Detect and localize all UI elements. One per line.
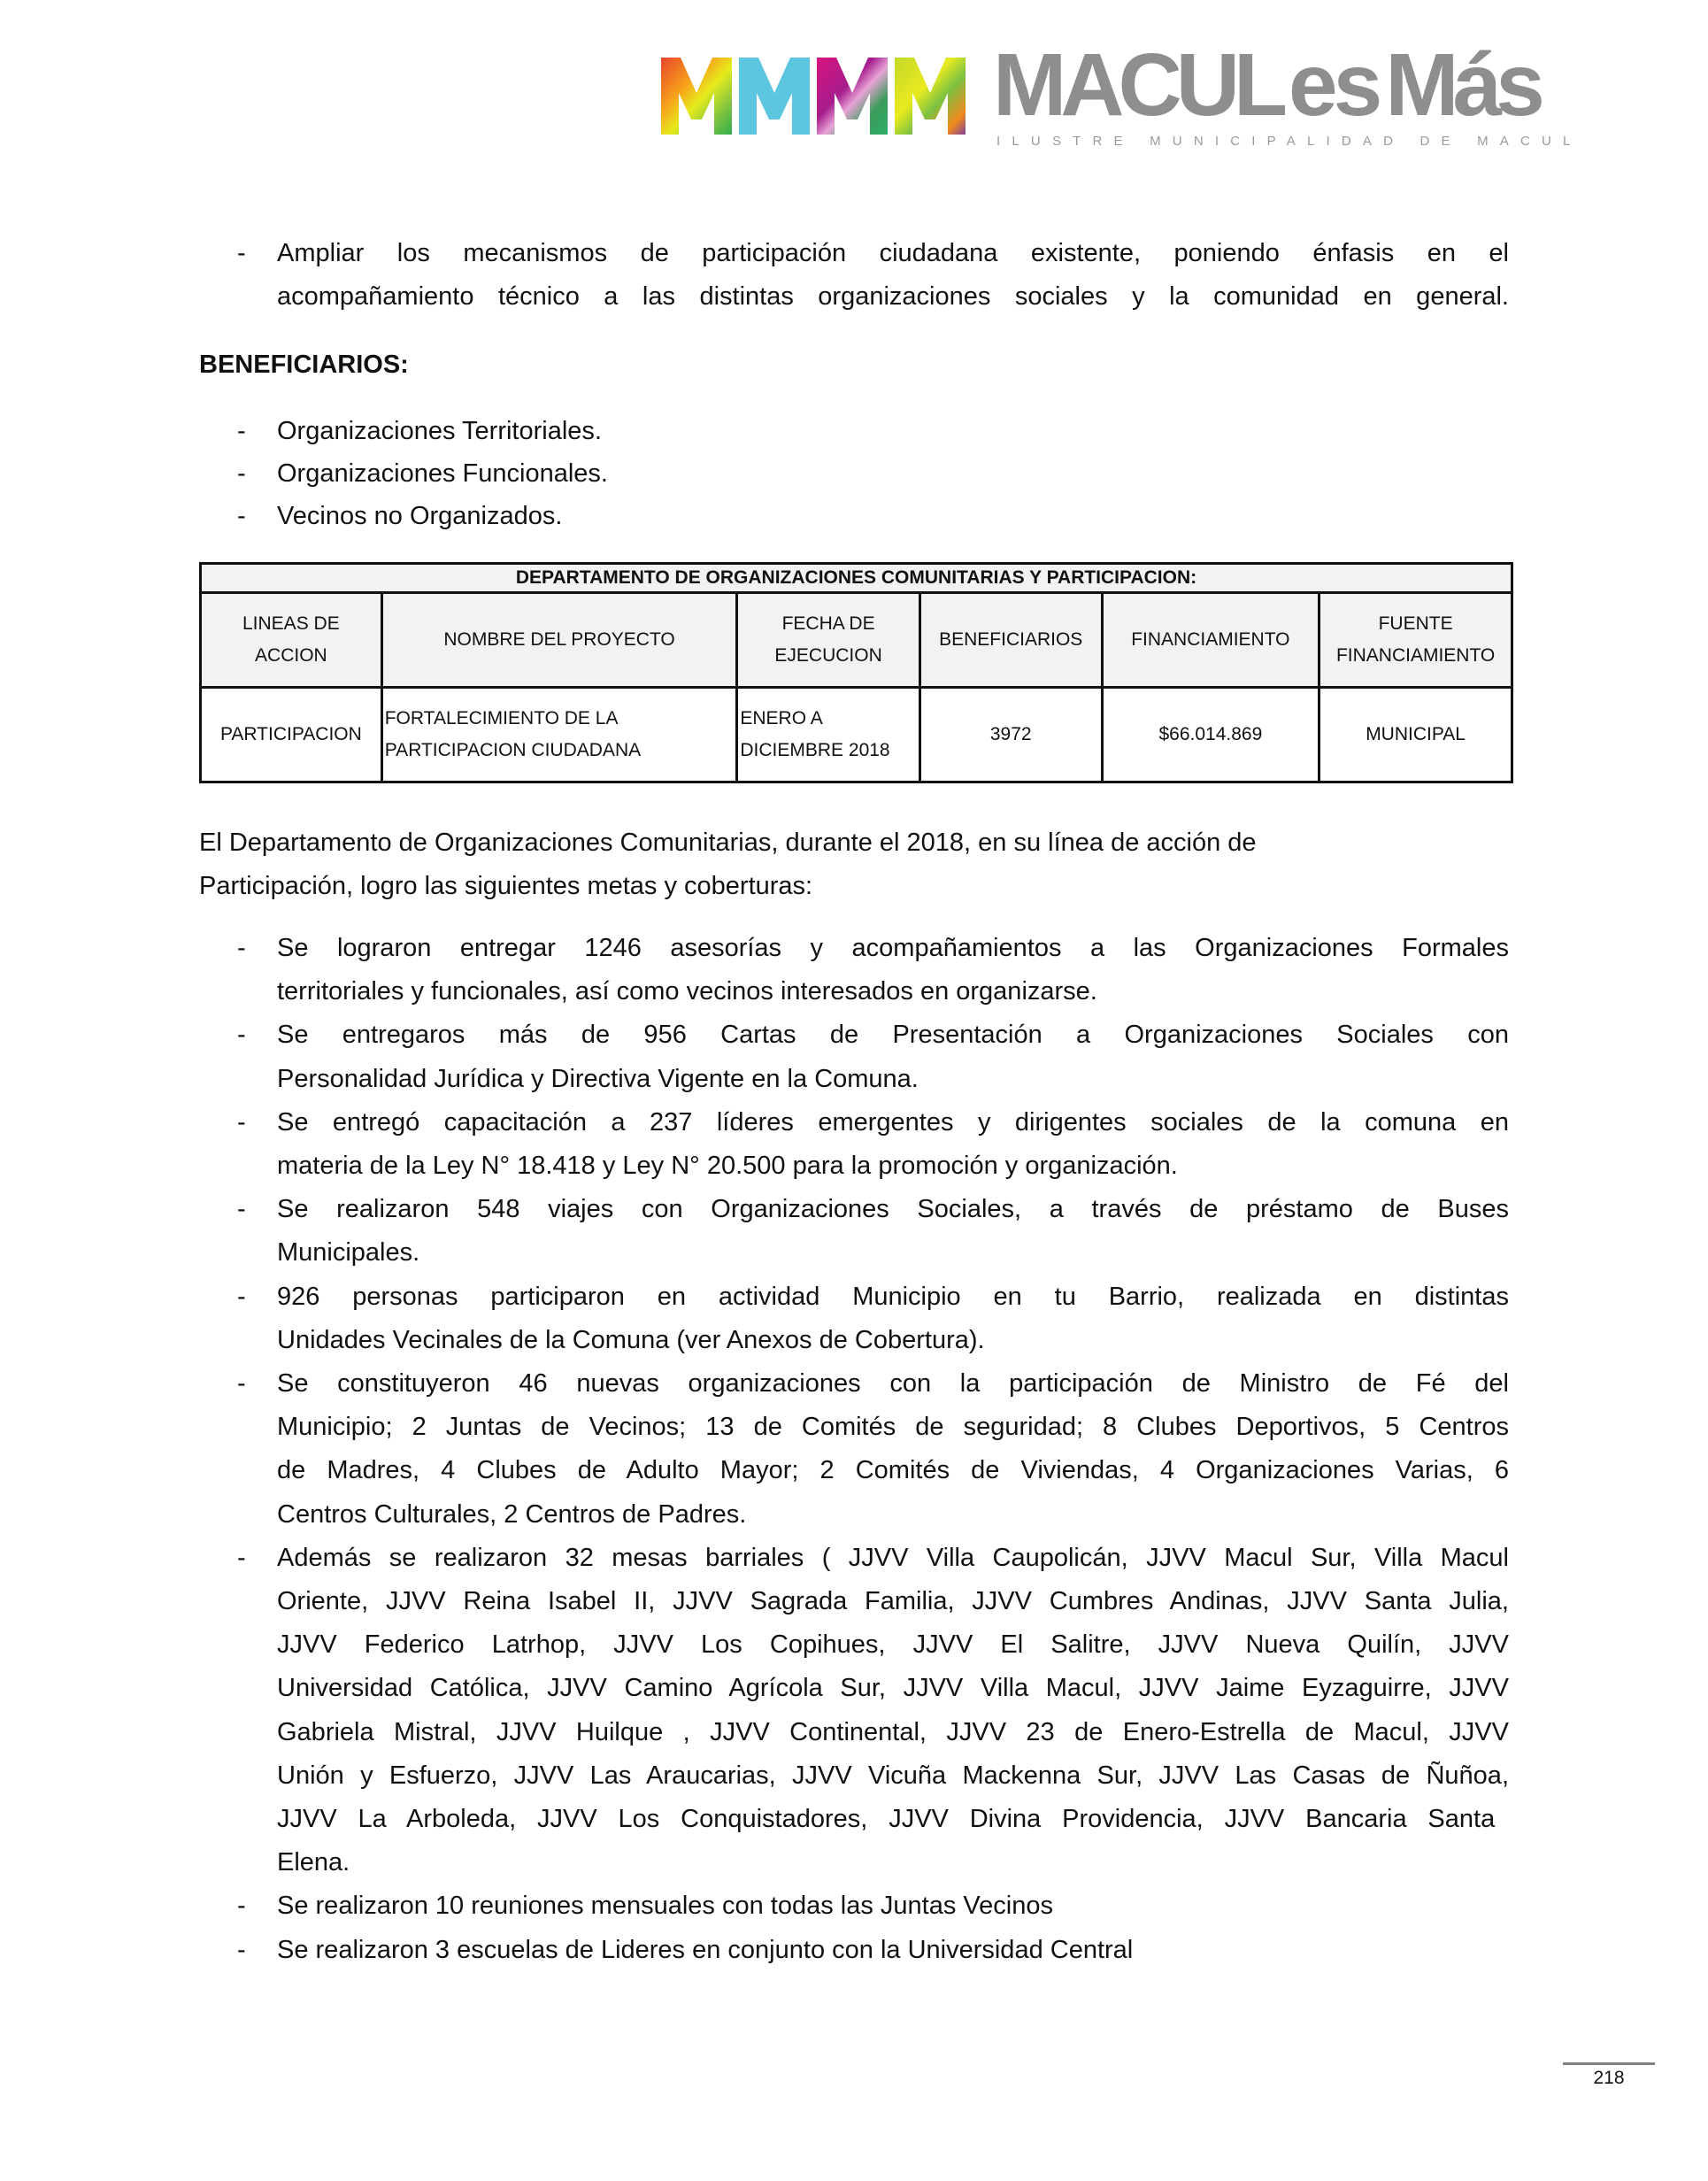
logo-subtitle: ILUSTRE MUNICIPALIDAD DE MACUL bbox=[996, 134, 1582, 149]
cell-financiamiento: $66.014.869 bbox=[1102, 688, 1319, 782]
achievement-line: Oriente, JJVV Reina Isabel II, JJVV Sagrada Familia, JJVV Cumbres Andinas, JJVV Santa Julia, bbox=[277, 1587, 1509, 1615]
bullet-dash: - bbox=[237, 1369, 246, 1398]
header-text: NOMBRE DEL PROYECTO bbox=[443, 629, 675, 650]
achievement-line: Gabriela Mistral, JJVV Huilque , JJVV Continental, JJVV 23 de Enero-Estrella de Macul, JJVV bbox=[277, 1718, 1509, 1746]
bullet-dash: - bbox=[237, 1892, 246, 1920]
header-text: EJECUCION bbox=[774, 645, 882, 666]
achievement-line: Se entregó capacitación a 237 líderes emergentes y dirigentes sociales de la comuna en bbox=[277, 1108, 1509, 1137]
achievement-line: Universidad Católica, JJVV Camino Agrícola Sur, JJVV Villa Macul, JJVV Jaime Eyzaguirre, JJVV bbox=[277, 1674, 1509, 1702]
column-header-beneficiarios bbox=[919, 593, 1102, 688]
bullet-dash: - bbox=[237, 459, 246, 488]
achievement-line: 926 personas participaron en actividad Municipio en tu Barrio, realizada en distintas bbox=[277, 1283, 1509, 1311]
header-text: FINANCIAMIENTO bbox=[1131, 629, 1290, 650]
achievement-line: Municipales. bbox=[277, 1238, 420, 1267]
achievement-line: Personalidad Jurídica y Directiva Vigente en la Comuna. bbox=[277, 1065, 919, 1093]
cell-text: DICIEMBRE 2018 bbox=[740, 740, 890, 760]
achievement-line: Se realizaron 3 escuelas de Lideres en conjunto con la Universidad Central bbox=[277, 1936, 1134, 1964]
bullet-dash: - bbox=[237, 1021, 246, 1049]
beneficiarios-heading: BENEFICIARIOS: bbox=[199, 351, 409, 379]
cell-text: PARTICIPACION CIUDADANA bbox=[384, 740, 642, 760]
column-header-fecha bbox=[737, 593, 919, 688]
achievement-line: Se lograron entregar 1246 asesorías y acompañamientos a las Organizaciones Formales bbox=[277, 934, 1509, 962]
table-title-row bbox=[201, 564, 1512, 593]
cell-proyecto bbox=[381, 688, 737, 782]
cell-fecha bbox=[737, 688, 919, 782]
table-header-row bbox=[201, 593, 1512, 688]
bullet-dash: - bbox=[237, 1195, 246, 1223]
cell-beneficiarios: 3972 bbox=[919, 688, 1102, 782]
page-number: 218 bbox=[1593, 2068, 1625, 2088]
logo-word-mas: Más bbox=[1385, 35, 1539, 135]
achievement-line: Unidades Vecinales de la Comuna (ver Anexos de Cobertura). bbox=[277, 1326, 985, 1354]
achievement-line: materia de la Ley N° 18.418 y Ley N° 20.500 para la promoción y organización. bbox=[277, 1152, 1178, 1180]
intro-line-2: acompañamiento técnico a las distintas organizaciones sociales y la comunidad en general. bbox=[277, 282, 1509, 311]
achievement-line: Se realizaron 548 viajes con Organizaciones Sociales, a través de préstamo de Buses bbox=[277, 1195, 1509, 1223]
table-row bbox=[201, 688, 1512, 782]
beneficiario-item: Organizaciones Funcionales. bbox=[277, 459, 608, 488]
logo-m-2 bbox=[739, 58, 810, 135]
cell-fuente: MUNICIPAL bbox=[1319, 688, 1512, 782]
cell-text: FORTALECIMIENTO DE LA bbox=[384, 708, 619, 728]
logo-mark bbox=[661, 58, 967, 135]
bullet-dash: - bbox=[237, 1544, 246, 1572]
column-header-fuente bbox=[1319, 593, 1512, 688]
summary-line-2: Participación, logro las siguientes metas y coberturas: bbox=[199, 872, 813, 900]
column-header-financiamiento bbox=[1102, 593, 1319, 688]
header-text: LINEAS DE bbox=[242, 613, 340, 634]
logo-word-es: es bbox=[1289, 35, 1379, 135]
column-header-lineas bbox=[201, 593, 382, 688]
achievement-line: de Madres, 4 Clubes de Adulto Mayor; 2 Comités de Viviendas, 4 Organizaciones Varias, 6 bbox=[277, 1456, 1509, 1484]
achievement-line: JJVV Federico Latrhop, JJVV Los Copihues, JJVV El Salitre, JJVV Nueva Quilín, JJVV bbox=[277, 1630, 1509, 1659]
logo-m-3 bbox=[817, 58, 888, 135]
achievement-line: Unión y Esfuerzo, JJVV Las Araucarias, JJVV Vicuña Mackenna Sur, JJVV Las Casas de Ñuñoa, bbox=[277, 1761, 1509, 1790]
bullet-dash: - bbox=[237, 1283, 246, 1311]
achievement-line: Se entregaros más de 956 Cartas de Presentación a Organizaciones Sociales con bbox=[277, 1021, 1509, 1049]
achievement-line: Municipio; 2 Juntas de Vecinos; 13 de Comités de seguridad; 8 Clubes Deportivos, 5 Centros bbox=[277, 1413, 1509, 1441]
logo-wordmark bbox=[993, 35, 1539, 135]
header-text: BENEFICIARIOS bbox=[939, 629, 1083, 650]
bullet-dash: - bbox=[237, 502, 246, 530]
header-text: FECHA DE bbox=[781, 613, 875, 634]
cell-linea: PARTICIPACION bbox=[201, 688, 382, 782]
summary-line-1: El Departamento de Organizaciones Comunitarias, durante el 2018, en su línea de acción de bbox=[199, 828, 1257, 857]
header-text: ACCION bbox=[255, 645, 327, 666]
bullet-dash: - bbox=[237, 934, 246, 962]
achievement-line: Se realizaron 10 reuniones mensuales con todas las Juntas Vecinos bbox=[277, 1892, 1053, 1920]
beneficiario-item: Vecinos no Organizados. bbox=[277, 502, 563, 530]
logo-m-4 bbox=[895, 58, 966, 135]
page-number-rule bbox=[1563, 2062, 1655, 2065]
table-title: DEPARTAMENTO DE ORGANIZACIONES COMUNITARIAS Y PARTICIPACION: bbox=[201, 564, 1512, 593]
logo-m-1 bbox=[661, 58, 732, 135]
bullet-dash: - bbox=[237, 239, 246, 267]
achievement-line: Centros Culturales, 2 Centros de Padres. bbox=[277, 1500, 747, 1529]
achievement-line: Además se realizaron 32 mesas barriales ( JJVV Villa Caupolicán, JJVV Macul Sur, Villa Macul bbox=[277, 1544, 1509, 1572]
achievement-line: Se constituyeron 46 nuevas organizaciones con la participación de Ministro de Fé del bbox=[277, 1369, 1509, 1398]
achievement-line: Elena. bbox=[277, 1848, 350, 1877]
column-header-nombre bbox=[381, 593, 737, 688]
achievement-line: territoriales y funcionales, así como vecinos interesados en organizarse. bbox=[277, 977, 1097, 1006]
bullet-dash: - bbox=[237, 1108, 246, 1137]
achievement-line: JJVV La Arboleda, JJVV Los Conquistadores, JJVV Divina Providencia, JJVV Bancaria Santa bbox=[277, 1805, 1496, 1833]
intro-line-1: Ampliar los mecanismos de participación ciudadana existente, poniendo énfasis en el bbox=[277, 239, 1509, 267]
logo-word-macul: MACUL bbox=[993, 35, 1282, 135]
header-text: FUENTE bbox=[1378, 613, 1453, 634]
bullet-dash: - bbox=[237, 417, 246, 445]
department-table bbox=[199, 562, 1513, 783]
bullet-dash: - bbox=[237, 1936, 246, 1964]
header-text: FINANCIAMIENTO bbox=[1335, 645, 1496, 666]
beneficiario-item: Organizaciones Territoriales. bbox=[277, 417, 602, 445]
cell-text: ENERO A bbox=[740, 708, 823, 728]
